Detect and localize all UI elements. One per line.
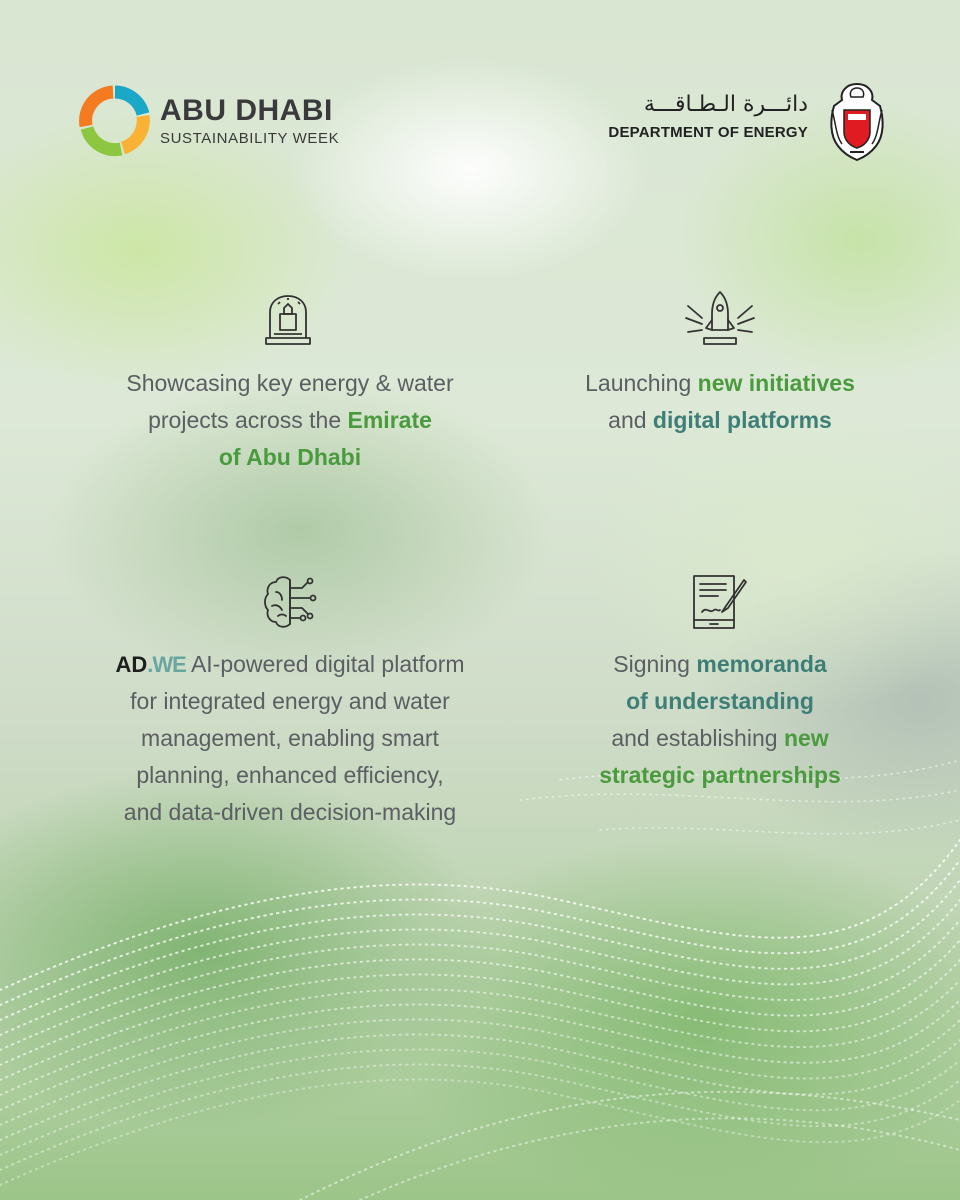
feature-text: planning, enhanced efficiency, [136,762,444,788]
feature-highlight: Emirate [347,407,432,433]
feature-highlight: digital platforms [652,407,832,433]
feature-text: and [608,407,653,433]
logo-subtitle: SUSTAINABILITY WEEK [160,130,340,147]
feature-text: and establishing [611,725,784,751]
feature-text: Launching [585,370,698,396]
feature-text: and data-driven decision-making [123,799,457,825]
feature-text: Signing [613,651,697,677]
feature-highlight: of Abu Dhabi [218,444,362,470]
abu-dhabi-sustainability-week-logo [78,82,348,160]
logo-title: ABU DHABI [160,94,333,127]
feature-highlight: strategic partnerships [599,762,841,788]
feature-launching-initiatives [500,365,940,439]
feature-highlight: memoranda [696,651,827,677]
feature-showcasing-projects [60,365,520,476]
adwe-brand-we: .WE [147,652,186,677]
ring-logo-icon [78,84,152,158]
monument-icon [260,290,316,346]
ai-brain-icon [260,572,320,632]
falcon-emblem-icon [824,80,890,162]
department-of-energy-logo [600,80,890,164]
feature-text: for integrated energy and water [130,688,450,714]
feature-highlight: new [783,725,829,751]
feature-highlight: of understanding [626,688,814,714]
feature-adwe-platform [60,646,520,831]
department-name-english: DEPARTMENT OF ENERGY [608,124,808,141]
feature-text: Showcasing key energy & water [126,370,454,396]
feature-text: management, enabling smart [141,725,439,751]
department-name-arabic: دائـــرة الـطـاقـــة [643,92,808,117]
signing-document-icon [690,572,748,632]
feature-text: AI-powered digital platform [190,651,465,677]
adwe-brand-ad: AD [115,652,148,677]
feature-signing-memoranda [500,646,940,794]
feature-highlight: new initiatives [697,370,855,396]
rocket-launch-icon [684,288,756,348]
feature-text: projects across the [148,407,348,433]
